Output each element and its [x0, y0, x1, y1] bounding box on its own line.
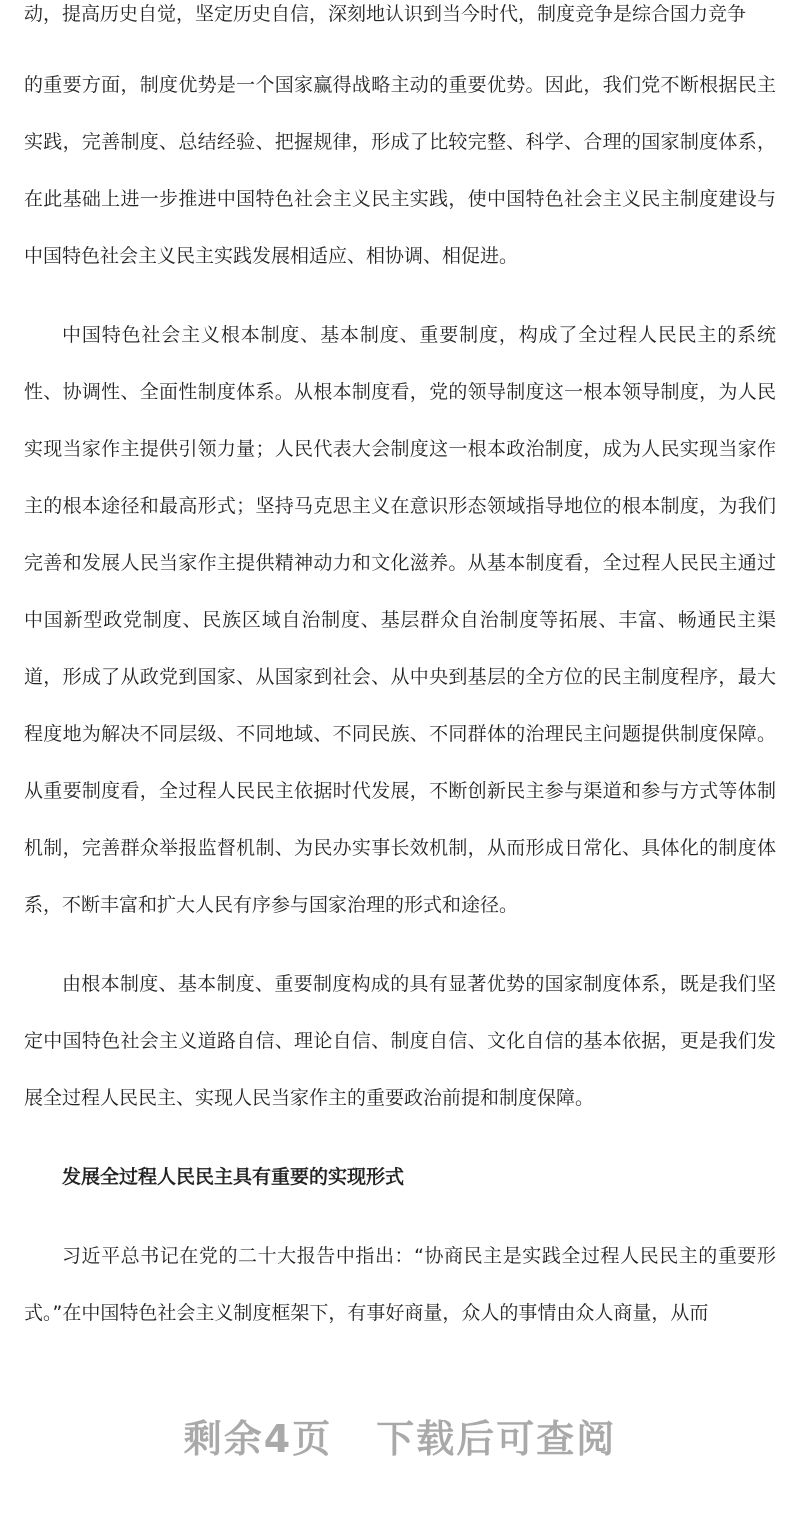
download-prompt[interactable] [0, 1408, 800, 1463]
document-body [24, 0, 776, 1342]
paragraph-institutions: 中国特色社会主义根本制度、基本制度、重要制度，构成了全过程人民民主的系统性、协调性、全面性制度体系。从根本制度看，党的领导制度这一根本领导制度，为人民实现当家作主提供引领力量；人民代表大会制度这一根本政治制度，成为人民实现当家作主的根本途径和最高形式；坚持马克思主义在意识形态领域指导地位的根本制度，为我们完善和发展人民当家作主提供精神动力和文化滋养。从基本制度看，全过程人民民主通过中国新型政党制度、民族区域自治制度、基层群众自治制度等拓展、丰富、畅通民主渠道，形成了从政党到国家、从国家到社会、从中央到基层的全方位的民主制度程序，最大程度地为解决不同层级、不同地域、不同民族、不同群体的治理民主问题提供制度保障。从重要制度看，全过程人民民主依据时代发展，不断创新民主参与渠道和参与方式等体制机制，完善群众举报监督机制、为民办实事长效机制，从而形成日常化、具体化的制度体系，不断丰富和扩大人民有序参与国家治理的形式和途径。 [24, 324, 776, 916]
paragraph-consultative-democracy: 习近平总书记在党的二十大报告中指出：“协商民主是实践全过程人民民主的重要形式。”在中国特色社会主义制度框架下，有事好商量，众人的事情由众人商量，从而 [24, 1245, 776, 1324]
remaining-pages-label: 剩余4页 [183, 1417, 333, 1461]
paragraph-system-advantage: 由根本制度、基本制度、重要制度构成的具有显著优势的国家制度体系，既是我们坚定中国特色社会主义道路自信、理论自信、制度自信、文化自信的基本依据，更是我们发展全过程人民民主、实现人民当家作主的重要政治前提和制度保障。 [24, 973, 776, 1109]
download-to-view-label: 下载后可查阅 [376, 1417, 617, 1461]
section-heading: 发展全过程人民民主具有重要的实现形式 [62, 1166, 405, 1188]
paragraph-continued: 的重要方面，制度优势是一个国家赢得战略主动的重要优势。因此，我们党不断根据民主实践，完善制度、总结经验、把握规律，形成了比较完整、科学、合理的国家制度体系，在此基础上进一步推进中国特色社会主义民主实践，使中国特色社会主义民主制度建设与中国特色社会主义民主实践发展相适应、相协调、相促进。 [24, 74, 776, 267]
paragraph-fragment: 动，提高历史自觉，坚定历史自信，深刻地认识到当今时代，制度竞争是综合国力竞争 [24, 3, 747, 25]
